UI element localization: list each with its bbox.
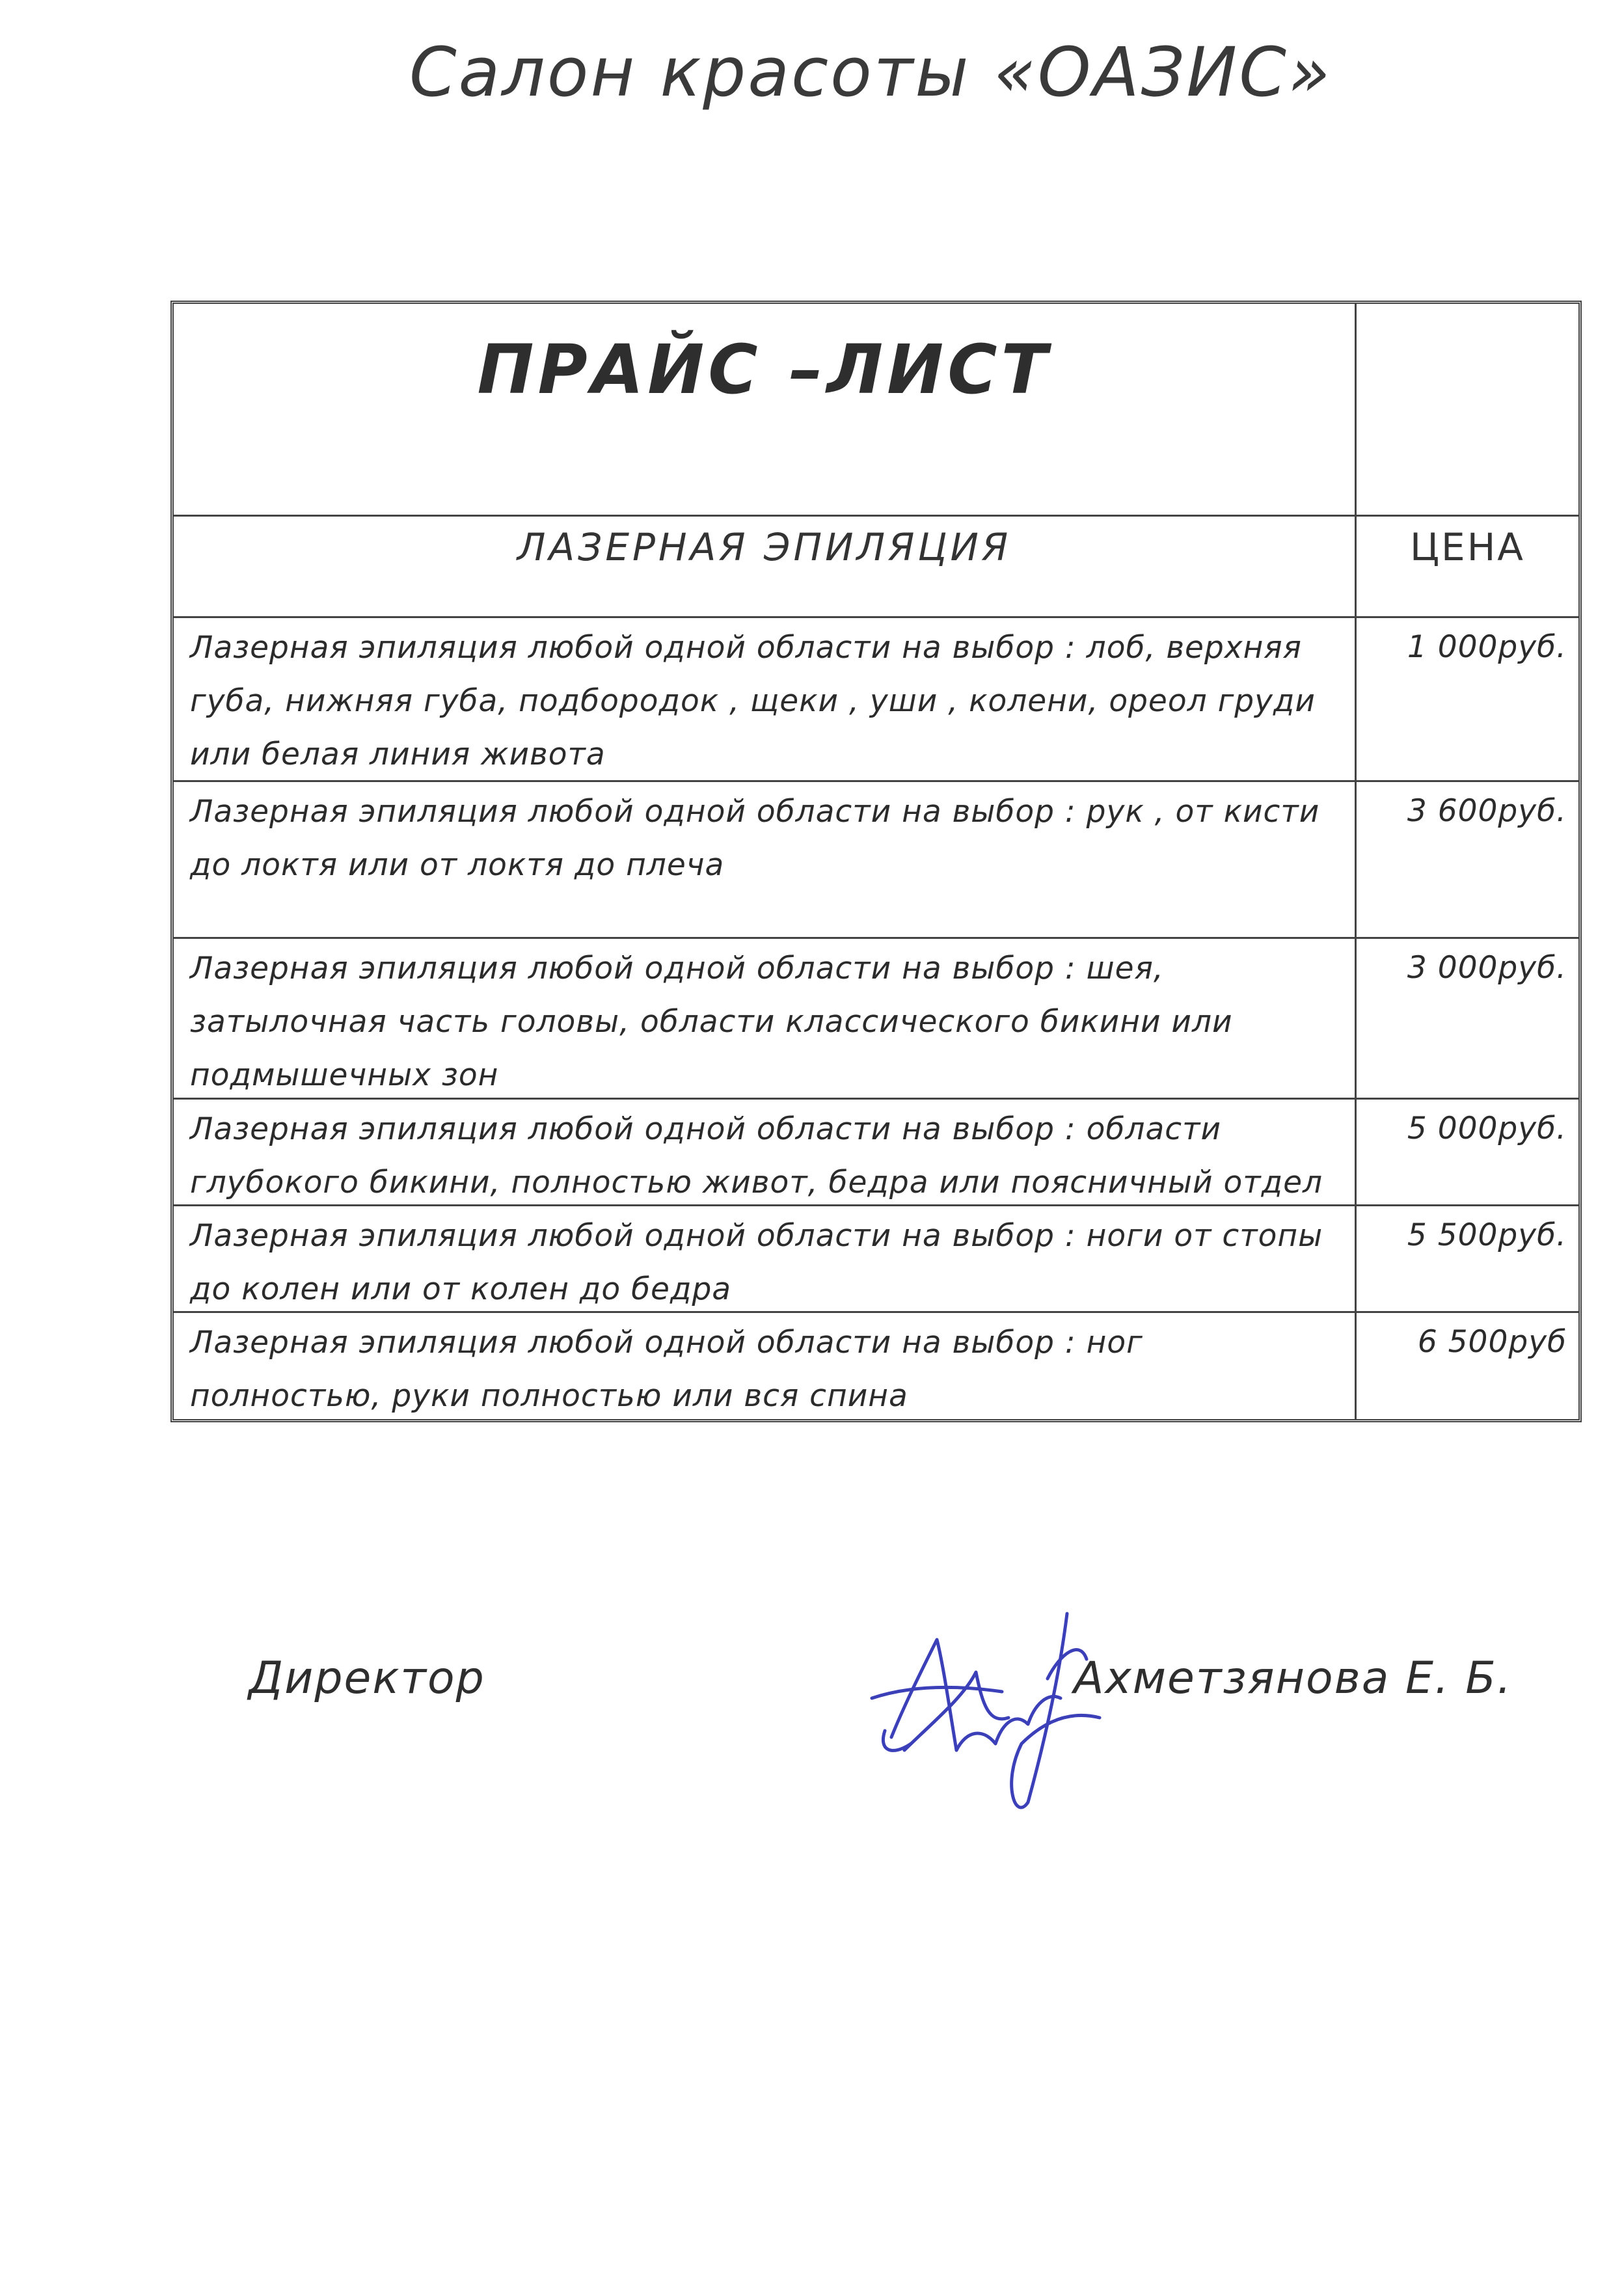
service-description: Лазерная эпиляция любой одной области на выбор : ноги от стопы до колен или от колен до бедра <box>190 1218 1323 1307</box>
salon-title: Салон красоты «ОАЗИС» <box>409 33 1333 112</box>
service-price: 3 600руб. <box>1407 793 1567 829</box>
service-price: 5 500руб. <box>1407 1217 1567 1253</box>
section-header: ЛАЗЕРНАЯ ЭПИЛЯЦИЯ <box>517 525 1012 569</box>
director-name: Ахметзянова Е. Б. <box>1074 1653 1513 1704</box>
service-description: Лазерная эпиляция любой одной области на выбор : рук , от кисти до локтя или от локтя до плеча <box>190 794 1320 883</box>
table-divider <box>174 937 1578 939</box>
service-description: Лазерная эпиляция любой одной области на выбор : лоб, верхняя губа, нижняя губа, подбородок , щеки , уши , колени, ореол груди или белая линия живота <box>190 630 1316 772</box>
price-list-title: ПРАЙС –ЛИСТ <box>477 330 1051 409</box>
service-description: Лазерная эпиляция любой одной области на выбор : шея, затылочная часть головы, области классического бикини или подмышечных зон <box>190 951 1233 1093</box>
signature-image <box>852 1588 1126 1835</box>
director-label: Директор <box>249 1653 485 1704</box>
table-divider <box>174 616 1578 618</box>
price-column-header: ЦЕНА <box>1410 525 1525 569</box>
table-divider <box>174 515 1578 517</box>
price-table <box>170 301 1582 1422</box>
column-divider <box>1355 304 1357 1419</box>
service-description: Лазерная эпиляция любой одной области на выбор : ног полностью, руки полностью или вся спина <box>190 1325 1143 1414</box>
service-price: 3 000руб. <box>1407 950 1567 986</box>
service-price: 6 500руб <box>1417 1324 1567 1360</box>
service-description: Лазерная эпиляция любой одной области на выбор : области глубокого бикини, полностью живот, бедра или поясничный отдел <box>190 1111 1323 1200</box>
service-price: 5 000руб. <box>1407 1111 1567 1146</box>
service-price: 1 000руб. <box>1407 629 1567 665</box>
